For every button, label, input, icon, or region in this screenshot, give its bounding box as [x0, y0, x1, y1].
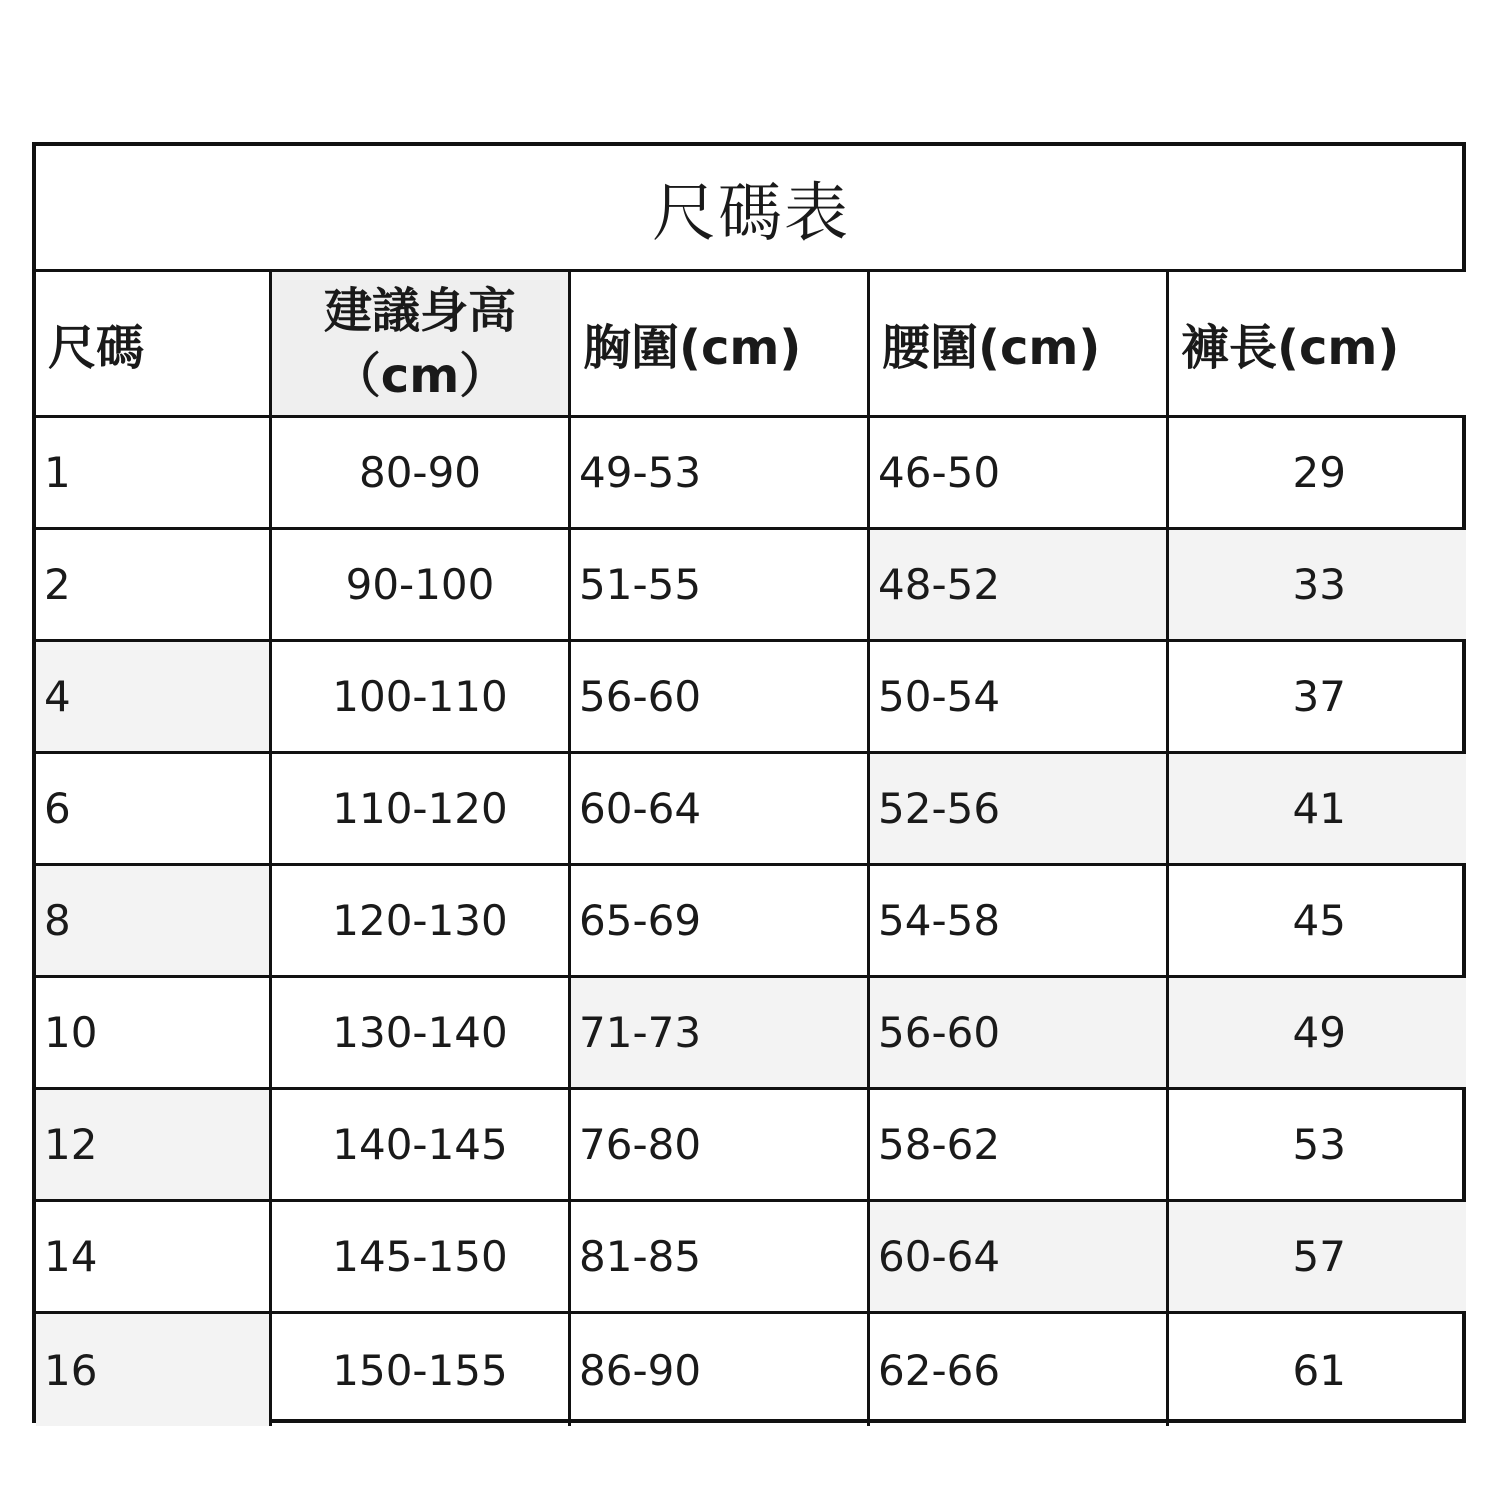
cell-pants: 33 [1169, 530, 1466, 642]
cell-pants: 49 [1169, 978, 1466, 1090]
header-size: 尺碼 [36, 272, 272, 418]
cell-waist: 50-54 [870, 642, 1169, 754]
cell-chest: 60-64 [571, 754, 870, 866]
cell-height: 100-110 [272, 642, 571, 754]
cell-height: 150-155 [272, 1314, 571, 1426]
cell-size: 10 [36, 978, 272, 1090]
header-pants: 褲長(cm) [1169, 272, 1466, 418]
cell-size: 12 [36, 1090, 272, 1202]
header-height-label: 建議身高 [323, 282, 516, 339]
header-chest: 胸圍(cm) [571, 272, 870, 418]
header-height [272, 272, 571, 418]
cell-waist: 62-66 [870, 1314, 1169, 1426]
cell-chest: 65-69 [571, 866, 870, 978]
cell-pants: 29 [1169, 418, 1466, 530]
cell-pants: 57 [1169, 1202, 1466, 1314]
cell-waist: 52-56 [870, 754, 1169, 866]
table-title: 尺碼表 [36, 146, 1466, 272]
cell-waist: 56-60 [870, 978, 1169, 1090]
cell-pants: 41 [1169, 754, 1466, 866]
cell-pants: 53 [1169, 1090, 1466, 1202]
cell-pants: 37 [1169, 642, 1466, 754]
cell-height: 110-120 [272, 754, 571, 866]
cell-chest: 86-90 [571, 1314, 870, 1426]
cell-chest: 71-73 [571, 978, 870, 1090]
cell-waist: 60-64 [870, 1202, 1169, 1314]
cell-chest: 51-55 [571, 530, 870, 642]
cell-height: 90-100 [272, 530, 571, 642]
cell-chest: 49-53 [571, 418, 870, 530]
cell-chest: 81-85 [571, 1202, 870, 1314]
cell-waist: 54-58 [870, 866, 1169, 978]
cell-size: 14 [36, 1202, 272, 1314]
size-chart-table [32, 142, 1466, 1423]
header-waist: 腰圍(cm) [870, 272, 1169, 418]
cell-size: 4 [36, 642, 272, 754]
cell-height: 140-145 [272, 1090, 571, 1202]
cell-pants: 61 [1292, 1345, 1346, 1395]
cell-height: 145-150 [272, 1202, 571, 1314]
cell-size: 6 [36, 754, 272, 866]
header-height-unit: （cm） [332, 347, 508, 404]
cell-waist: 58-62 [870, 1090, 1169, 1202]
cell-size: 1 [36, 418, 272, 530]
cell-size: 2 [36, 530, 272, 642]
cell-pants: 45 [1169, 866, 1466, 978]
cell-waist: 48-52 [870, 530, 1169, 642]
cell-chest: 56-60 [571, 642, 870, 754]
cell-chest: 76-80 [571, 1090, 870, 1202]
cell-height: 130-140 [272, 978, 571, 1090]
cell-height: 80-90 [272, 418, 571, 530]
cell-size: 16 [36, 1314, 272, 1426]
cell-height: 120-130 [272, 866, 571, 978]
cell-waist: 46-50 [870, 418, 1169, 530]
cell-size: 8 [36, 866, 272, 978]
